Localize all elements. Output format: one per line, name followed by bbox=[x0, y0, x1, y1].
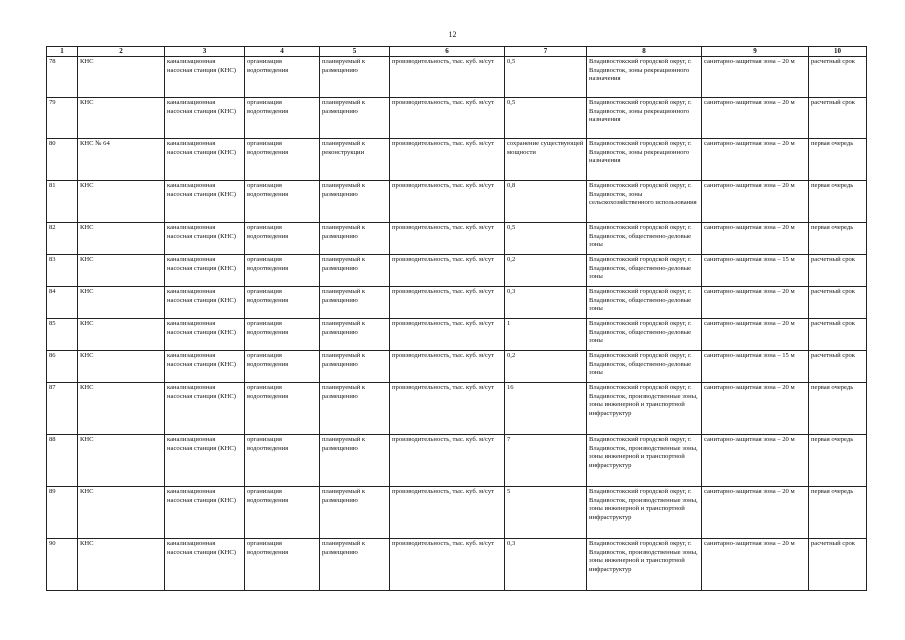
designation-cell: КНС bbox=[78, 383, 165, 435]
characteristic-cell: производительность, тыс. куб. м/сут bbox=[390, 57, 505, 98]
table-row bbox=[47, 223, 867, 255]
designation-cell: КНС bbox=[78, 255, 165, 287]
status-cell: планируемый к размещению bbox=[320, 287, 390, 319]
row-number-cell: 87 bbox=[47, 383, 78, 435]
value-cell: 1 bbox=[505, 319, 587, 351]
zone-cell: санитарно-защитная зона – 20 м bbox=[702, 287, 809, 319]
status-cell: планируемый к реконструкции bbox=[320, 139, 390, 181]
zone-cell: санитарно-защитная зона – 20 м bbox=[702, 539, 809, 591]
location-cell: Владивостокский городской округ, г. Владивосток, производственные зоны, зоны инженерной и транспортной инфраструктур bbox=[587, 487, 702, 539]
term-cell: расчетный срок bbox=[809, 319, 867, 351]
table-row bbox=[47, 539, 867, 591]
zone-cell: санитарно-защитная зона – 20 м bbox=[702, 181, 809, 223]
location-cell: Владивостокский городской округ, г. Владивосток, производственные зоны, зоны инженерной и транспортной инфраструктур bbox=[587, 435, 702, 487]
table-row bbox=[47, 287, 867, 319]
designation-cell: КНС № 64 bbox=[78, 139, 165, 181]
term-cell: расчетный срок bbox=[809, 98, 867, 139]
purpose-cell: организация водоотведения bbox=[245, 351, 320, 383]
row-number-cell: 79 bbox=[47, 98, 78, 139]
designation-cell: КНС bbox=[78, 57, 165, 98]
purpose-cell: организация водоотведения bbox=[245, 383, 320, 435]
status-cell: планируемый к размещению bbox=[320, 181, 390, 223]
designation-cell: КНС bbox=[78, 351, 165, 383]
column-header: 8 bbox=[587, 47, 702, 57]
column-header: 1 bbox=[47, 47, 78, 57]
value-cell: 0,2 bbox=[505, 255, 587, 287]
term-cell: расчетный срок bbox=[809, 255, 867, 287]
zone-cell: санитарно-защитная зона – 15 м bbox=[702, 351, 809, 383]
row-number-cell: 84 bbox=[47, 287, 78, 319]
table-row bbox=[47, 319, 867, 351]
location-cell: Владивостокский городской округ, г. Владивосток, производственные зоны, зоны инженерной и транспортной инфраструктур bbox=[587, 383, 702, 435]
status-cell: планируемый к размещению bbox=[320, 487, 390, 539]
characteristic-cell: производительность, тыс. куб. м/сут bbox=[390, 139, 505, 181]
designation-cell: КНС bbox=[78, 181, 165, 223]
term-cell: первая очередь bbox=[809, 383, 867, 435]
characteristic-cell: производительность, тыс. куб. м/сут bbox=[390, 287, 505, 319]
term-cell: первая очередь bbox=[809, 487, 867, 539]
facility-type-cell: канализационная насосная станция (КНС) bbox=[165, 487, 245, 539]
purpose-cell: организация водоотведения bbox=[245, 435, 320, 487]
location-cell: Владивостокский городской округ, г. Владивосток, общественно-деловые зоны bbox=[587, 255, 702, 287]
term-cell: первая очередь bbox=[809, 435, 867, 487]
facility-type-cell: канализационная насосная станция (КНС) bbox=[165, 181, 245, 223]
zone-cell: санитарно-защитная зона – 20 м bbox=[702, 383, 809, 435]
purpose-cell: организация водоотведения bbox=[245, 287, 320, 319]
zone-cell: санитарно-защитная зона – 20 м bbox=[702, 223, 809, 255]
facility-type-cell: канализационная насосная станция (КНС) bbox=[165, 383, 245, 435]
value-cell: 0,5 bbox=[505, 57, 587, 98]
facility-type-cell: канализационная насосная станция (КНС) bbox=[165, 139, 245, 181]
location-cell: Владивостокский городской округ, г. Владивосток, производственные зоны, зоны инженерной и транспортной инфраструктур bbox=[587, 539, 702, 591]
status-cell: планируемый к размещению bbox=[320, 383, 390, 435]
value-cell: 5 bbox=[505, 487, 587, 539]
characteristic-cell: производительность, тыс. куб. м/сут bbox=[390, 223, 505, 255]
value-cell: 0,8 bbox=[505, 181, 587, 223]
term-cell: расчетный срок bbox=[809, 287, 867, 319]
facility-type-cell: канализационная насосная станция (КНС) bbox=[165, 319, 245, 351]
column-header: 2 bbox=[78, 47, 165, 57]
characteristic-cell: производительность, тыс. куб. м/сут bbox=[390, 98, 505, 139]
row-number-cell: 82 bbox=[47, 223, 78, 255]
facility-type-cell: канализационная насосная станция (КНС) bbox=[165, 539, 245, 591]
facility-type-cell: канализационная насосная станция (КНС) bbox=[165, 57, 245, 98]
value-cell: сохранение существующей мощности bbox=[505, 139, 587, 181]
term-cell: расчетный срок bbox=[809, 351, 867, 383]
column-header: 3 bbox=[165, 47, 245, 57]
location-cell: Владивостокский городской округ, г. Владивосток, общественно-деловые зоны bbox=[587, 351, 702, 383]
characteristic-cell: производительность, тыс. куб. м/сут bbox=[390, 181, 505, 223]
location-cell: Владивостокский городской округ, г. Владивосток, общественно-деловые зоны bbox=[587, 223, 702, 255]
value-cell: 0,2 bbox=[505, 351, 587, 383]
status-cell: планируемый к размещению bbox=[320, 255, 390, 287]
designation-cell: КНС bbox=[78, 435, 165, 487]
row-number-cell: 88 bbox=[47, 435, 78, 487]
location-cell: Владивостокский городской округ, г. Владивосток, общественно-деловые зоны bbox=[587, 319, 702, 351]
row-number-cell: 89 bbox=[47, 487, 78, 539]
term-cell: первая очередь bbox=[809, 181, 867, 223]
facility-type-cell: канализационная насосная станция (КНС) bbox=[165, 98, 245, 139]
status-cell: планируемый к размещению bbox=[320, 319, 390, 351]
characteristic-cell: производительность, тыс. куб. м/сут bbox=[390, 435, 505, 487]
characteristic-cell: производительность, тыс. куб. м/сут bbox=[390, 351, 505, 383]
designation-cell: КНС bbox=[78, 223, 165, 255]
designation-cell: КНС bbox=[78, 319, 165, 351]
column-header: 7 bbox=[505, 47, 587, 57]
characteristic-cell: производительность, тыс. куб. м/сут bbox=[390, 319, 505, 351]
value-cell: 7 bbox=[505, 435, 587, 487]
zone-cell: санитарно-защитная зона – 20 м bbox=[702, 98, 809, 139]
location-cell: Владивостокский городской округ, г. Владивосток, общественно-деловые зоны bbox=[587, 287, 702, 319]
purpose-cell: организация водоотведения bbox=[245, 139, 320, 181]
row-number-cell: 81 bbox=[47, 181, 78, 223]
table-row bbox=[47, 351, 867, 383]
zone-cell: санитарно-защитная зона – 15 м bbox=[702, 255, 809, 287]
value-cell: 0,3 bbox=[505, 287, 587, 319]
zone-cell: санитарно-защитная зона – 20 м bbox=[702, 435, 809, 487]
characteristic-cell: производительность, тыс. куб. м/сут bbox=[390, 255, 505, 287]
purpose-cell: организация водоотведения bbox=[245, 255, 320, 287]
purpose-cell: организация водоотведения bbox=[245, 98, 320, 139]
zone-cell: санитарно-защитная зона – 20 м bbox=[702, 139, 809, 181]
location-cell: Владивостокский городской округ, г. Владивосток, зоны рекреационного назначения bbox=[587, 98, 702, 139]
designation-cell: КНС bbox=[78, 539, 165, 591]
row-number-cell: 83 bbox=[47, 255, 78, 287]
table-body bbox=[47, 57, 867, 591]
facilities-table bbox=[46, 46, 867, 591]
column-header: 10 bbox=[809, 47, 867, 57]
characteristic-cell: производительность, тыс. куб. м/сут bbox=[390, 383, 505, 435]
facility-type-cell: канализационная насосная станция (КНС) bbox=[165, 435, 245, 487]
purpose-cell: организация водоотведения bbox=[245, 487, 320, 539]
zone-cell: санитарно-защитная зона – 20 м bbox=[702, 57, 809, 98]
column-header: 6 bbox=[390, 47, 505, 57]
value-cell: 0,5 bbox=[505, 223, 587, 255]
value-cell: 0,3 bbox=[505, 539, 587, 591]
zone-cell: санитарно-защитная зона – 20 м bbox=[702, 487, 809, 539]
table-row bbox=[47, 255, 867, 287]
value-cell: 16 bbox=[505, 383, 587, 435]
designation-cell: КНС bbox=[78, 487, 165, 539]
table-row bbox=[47, 181, 867, 223]
location-cell: Владивостокский городской округ, г. Владивосток, зоны сельскохозяйственного использования bbox=[587, 181, 702, 223]
row-number-cell: 86 bbox=[47, 351, 78, 383]
purpose-cell: организация водоотведения bbox=[245, 539, 320, 591]
purpose-cell: организация водоотведения bbox=[245, 223, 320, 255]
term-cell: первая очередь bbox=[809, 223, 867, 255]
facility-type-cell: канализационная насосная станция (КНС) bbox=[165, 223, 245, 255]
location-cell: Владивостокский городской округ, г. Владивосток, зоны рекреационного назначения bbox=[587, 57, 702, 98]
table-row bbox=[47, 435, 867, 487]
facility-type-cell: канализационная насосная станция (КНС) bbox=[165, 255, 245, 287]
column-header: 4 bbox=[245, 47, 320, 57]
zone-cell: санитарно-защитная зона – 20 м bbox=[702, 319, 809, 351]
purpose-cell: организация водоотведения bbox=[245, 319, 320, 351]
column-header: 5 bbox=[320, 47, 390, 57]
value-cell: 0,5 bbox=[505, 98, 587, 139]
facility-type-cell: канализационная насосная станция (КНС) bbox=[165, 287, 245, 319]
row-number-cell: 90 bbox=[47, 539, 78, 591]
purpose-cell: организация водоотведения bbox=[245, 181, 320, 223]
table-header-row bbox=[47, 47, 867, 57]
page-number: 12 bbox=[448, 30, 457, 39]
term-cell: расчетный срок bbox=[809, 539, 867, 591]
status-cell: планируемый к размещению bbox=[320, 435, 390, 487]
table-row bbox=[47, 139, 867, 181]
status-cell: планируемый к размещению bbox=[320, 539, 390, 591]
designation-cell: КНС bbox=[78, 287, 165, 319]
term-cell: расчетный срок bbox=[809, 57, 867, 98]
characteristic-cell: производительность, тыс. куб. м/сут bbox=[390, 539, 505, 591]
location-cell: Владивостокский городской округ, г. Владивосток, зоны рекреационного назначения bbox=[587, 139, 702, 181]
table-row bbox=[47, 383, 867, 435]
status-cell: планируемый к размещению bbox=[320, 223, 390, 255]
table-row bbox=[47, 98, 867, 139]
status-cell: планируемый к размещению bbox=[320, 351, 390, 383]
purpose-cell: организация водоотведения bbox=[245, 57, 320, 98]
status-cell: планируемый к размещению bbox=[320, 98, 390, 139]
characteristic-cell: производительность, тыс. куб. м/сут bbox=[390, 487, 505, 539]
column-header: 9 bbox=[702, 47, 809, 57]
row-number-cell: 80 bbox=[47, 139, 78, 181]
status-cell: планируемый к размещению bbox=[320, 57, 390, 98]
table-row bbox=[47, 57, 867, 98]
table-row bbox=[47, 487, 867, 539]
designation-cell: КНС bbox=[78, 98, 165, 139]
row-number-cell: 78 bbox=[47, 57, 78, 98]
facility-type-cell: канализационная насосная станция (КНС) bbox=[165, 351, 245, 383]
row-number-cell: 85 bbox=[47, 319, 78, 351]
term-cell: первая очередь bbox=[809, 139, 867, 181]
